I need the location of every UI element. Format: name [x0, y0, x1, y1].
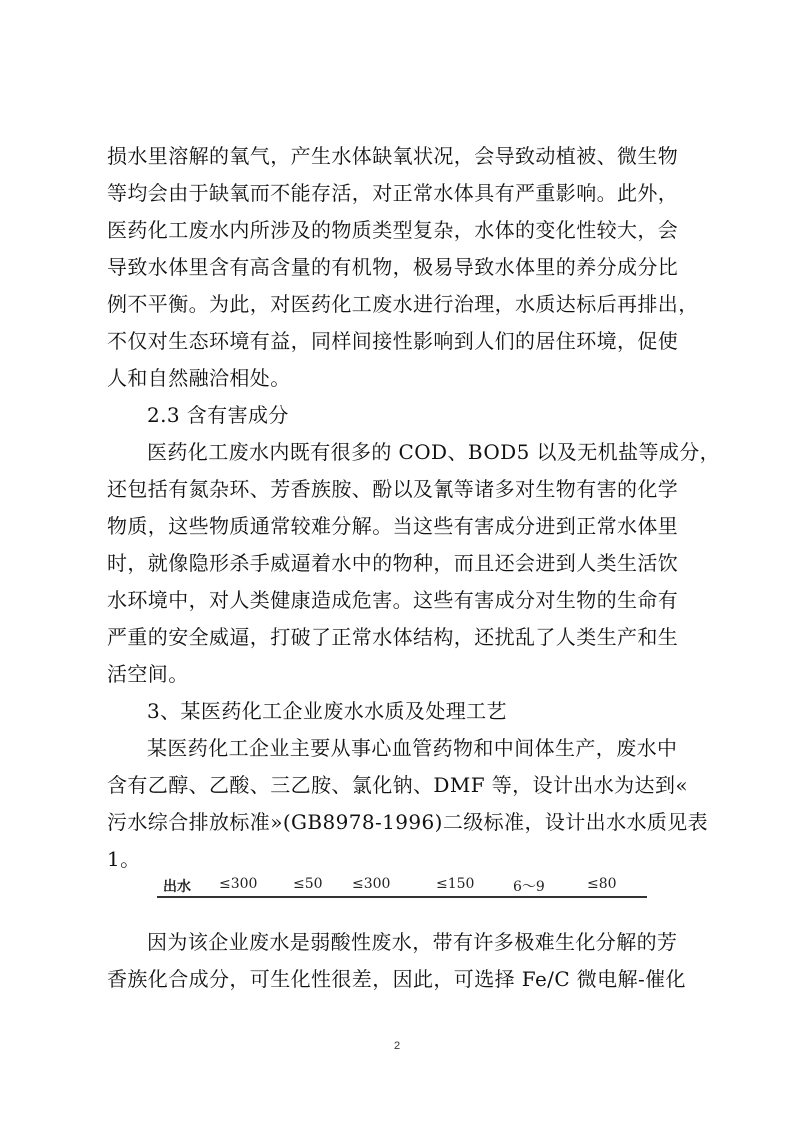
paragraph-line: 含有乙醇、乙酸、三乙胺、氯化钠、DMF 等，设计出水为达到«: [107, 773, 688, 797]
section-heading: 3、某医药化工企业废水水质及处理工艺: [147, 699, 507, 723]
paragraph-line: 例不平衡。为此，对医药化工废水进行治理，水质达标后再排出，: [107, 292, 699, 316]
water-quality-table-row: [157, 872, 647, 896]
table-cell: 6～9: [513, 879, 545, 895]
table-cell: ≤300: [352, 876, 391, 892]
paragraph-line: 香族化合成分，可生化性很差，因此，可选择 Fe/C 微电解-催化: [107, 967, 686, 991]
page-number: 2: [393, 1040, 401, 1052]
paragraph-line: 严重的安全威逼，打破了正常水体结构，还扰乱了人类生产和生: [107, 625, 679, 649]
table-cell: ≤300: [219, 876, 258, 892]
paragraph-line: 因为该企业废水是弱酸性废水，带有许多极难生化分解的芳: [147, 930, 678, 954]
paragraph-line: 医药化工废水内所涉及的物质类型复杂，水体的变化性较大，会: [107, 218, 679, 242]
table-bottom-rule: [157, 896, 647, 898]
paragraph-line: 物质，这些物质通常较难分解。当这些有害成分进到正常水体里: [107, 514, 679, 538]
table-row-label: 出水: [163, 879, 191, 895]
paragraph-line: 人和自然融洽相处。: [107, 366, 291, 390]
paragraph-line: 还包括有氮杂环、芳香族胺、酚以及氰等诸多对生物有害的化学: [107, 477, 679, 501]
paragraph-line: 医药化工废水内既有很多的 COD、BOD5 以及无机盐等成分，: [147, 440, 721, 464]
paragraph-line: 某医药化工企业主要从事心血管药物和中间体生产，废水中: [147, 736, 678, 760]
paragraph-line: 活空间。: [107, 662, 189, 686]
paragraph-line: 1。: [107, 847, 141, 871]
section-heading: 2.3 含有害成分: [147, 403, 289, 427]
paragraph-line: 污水综合排放标准»(GB8978-1996)二级标准，设计出水水质见表: [107, 810, 709, 834]
paragraph-line: 不仅对生态环境有益，同样间接性影响到人们的居住环境，促使: [107, 329, 679, 353]
paragraph-line: 损水里溶解的氧气，产生水体缺氧状况，会导致动植被、微生物: [107, 144, 679, 168]
table-cell: ≤50: [293, 876, 323, 892]
paragraph-line: 导致水体里含有高含量的有机物，极易导致水体里的养分成分比: [107, 255, 679, 279]
paragraph-line: 时，就像隐形杀手威逼着水中的物种，而且还会进到人类生活饮: [107, 551, 679, 575]
table-cell: ≤80: [587, 876, 617, 892]
paragraph-line: 水环境中，对人类健康造成危害。这些有害成分对生物的生命有: [107, 588, 679, 612]
table-cell: ≤150: [436, 876, 475, 892]
paragraph-line: 等均会由于缺氧而不能存活，对正常水体具有严重影响。此外，: [107, 181, 679, 205]
